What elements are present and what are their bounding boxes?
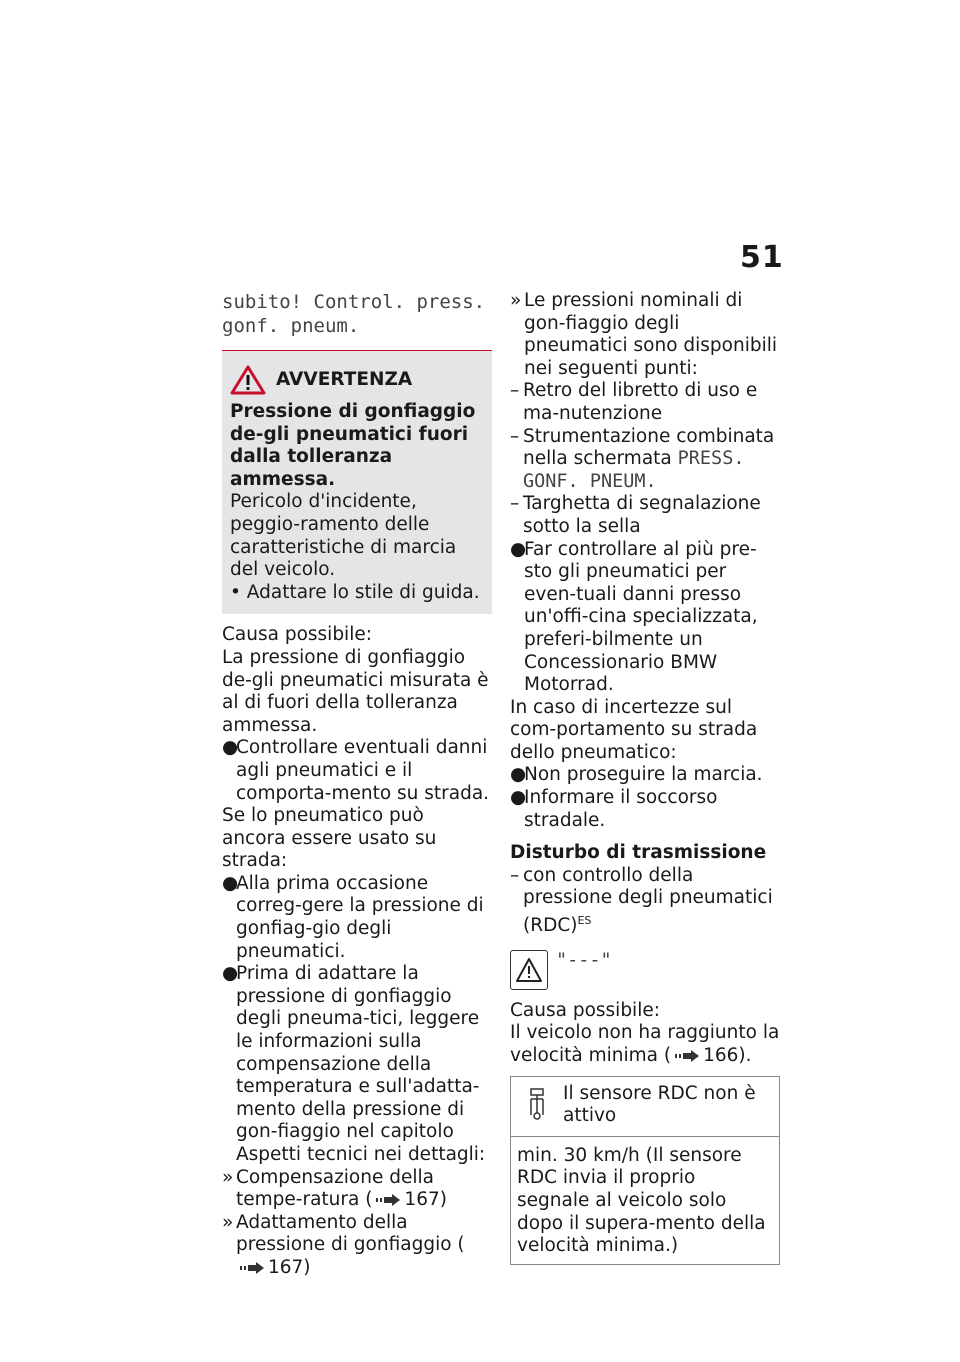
cross-reference[interactable]: » Compensazione della tempe-ratura ( 167): [222, 1166, 447, 1211]
screen-text-line-2: gonf. pneum.: [222, 315, 360, 337]
bullet-icon: ●: [510, 787, 527, 809]
cross-reference[interactable]: » Adattamento della pressione di gonfiaggio (167): [222, 1211, 465, 1278]
section-heading: Disturbo di trasmissione: [510, 842, 767, 864]
list-item: – con controllo della pressione degli pneumatici (RDC)$^{ES}$: [510, 864, 773, 937]
bullet-icon: ●: [222, 963, 239, 985]
list-item: ● Prima di adattare la pressione di gonfiaggio degli pneuma-tici, leggere le informazioni sulla compensazione della temperatura e sull'adatta-mento della pressione di gon-fiaggio nel capitolo Aspetti tecnici nei dettagli:: [222, 963, 486, 1165]
list-item: ● Far controllare al più pre-sto gli pneumatici per even-tuali danni presso un'offi-cina specializzata, preferi-bilmente un Concessionario BMW Motorrad.: [510, 538, 758, 696]
warning-indicator-icon: [510, 950, 548, 990]
page-reference-arrow-icon: [376, 1194, 400, 1206]
info-table: [510, 1076, 780, 1265]
screen-text: PRESS.: [677, 448, 745, 470]
cause-label: Causa possibile:: [222, 624, 372, 646]
superscript-code: ES: [577, 914, 592, 928]
list-item: ● Informare il soccorso stradale.: [510, 787, 718, 831]
screen-text-line-1: subito! Control. press.: [222, 291, 486, 313]
list-item: – Targhetta di segnalazione sotto la sella: [510, 493, 761, 537]
dash-marker: –: [510, 864, 520, 886]
warning-triangle-icon: [230, 365, 266, 395]
page-number: 51: [740, 240, 784, 275]
warning-bold-text: Pressione di gonfiaggio de-gli pneumatici fuori dalla tolleranza ammessa.: [230, 401, 476, 490]
list-item: – Strumentazione combinata nella schermata PRESS. GONF. PNEUM.: [510, 425, 775, 492]
table-row: [511, 1077, 779, 1137]
bullet-icon: ●: [222, 737, 239, 759]
right-column: [510, 290, 780, 1265]
list-item: ● Controllare eventuali danni agli pneumatici e il comporta-mento su strada.: [222, 737, 490, 804]
table-row: min. 30 km/h (Il sensore RDC invia il proprio segnale al veicolo solo dopo il supera-mento della velocità minima.): [517, 1144, 766, 1257]
chevron-right-icon: »: [510, 290, 522, 311]
intro-reference: » Le pressioni nominali di gon-fiaggio degli pneumatici sono disponibili nei seguenti punti:: [510, 290, 778, 379]
chevron-right-icon: »: [222, 1166, 234, 1188]
bullet-icon: ●: [510, 538, 527, 560]
dash-marker: –: [510, 380, 520, 402]
list-item: ● Non proseguire la marcia.: [510, 764, 763, 786]
list-item: ● Alla prima occasione correg-gere la pressione di gonfiag-gio degli pneumatici.: [222, 872, 484, 962]
warning-title: AVVERTENZA: [276, 368, 413, 390]
warning-body: Pericolo d'incidente, peggio-ramento delle caratteristiche di marcia del veicolo.: [230, 491, 457, 581]
warning-box: [222, 351, 492, 614]
cause-text: Il veicolo non ha raggiunto la velocità minima ( 166).: [510, 1022, 780, 1066]
warning-bullet: • Adattare lo stile di guida.: [230, 581, 480, 603]
warning-header: [230, 365, 484, 395]
display-indicator-row: [510, 950, 780, 990]
list-item: – Retro del libretto di uso e ma-nutenzione: [510, 380, 758, 424]
display-value: "---": [556, 949, 612, 971]
chevron-right-icon: »: [222, 1211, 234, 1233]
cause-text: La pressione di gonfiaggio de-gli pneumatici misurata è al di fuori della tolleranza ammessa.: [222, 646, 489, 736]
dash-marker: –: [510, 493, 520, 515]
uncertain-text: In caso di incertezze sul com-portamento su strada dello pneumatico:: [510, 696, 758, 763]
table-cell: Il sensore RDC non è attivo: [563, 1082, 756, 1127]
page-reference-arrow-icon: [240, 1262, 264, 1274]
bullet-icon: ●: [510, 764, 527, 786]
dash-marker: –: [510, 425, 520, 447]
tire-sensor-icon: [517, 1087, 557, 1121]
condition-text: Se lo pneumatico può ancora essere usato su strada:: [222, 805, 437, 872]
screen-text: GONF. PNEUM.: [523, 470, 657, 492]
bullet-icon: ●: [222, 872, 239, 894]
page-reference-arrow-icon: [675, 1050, 699, 1062]
left-column: [222, 290, 490, 1280]
cause-label: Causa possibile:: [510, 999, 660, 1021]
